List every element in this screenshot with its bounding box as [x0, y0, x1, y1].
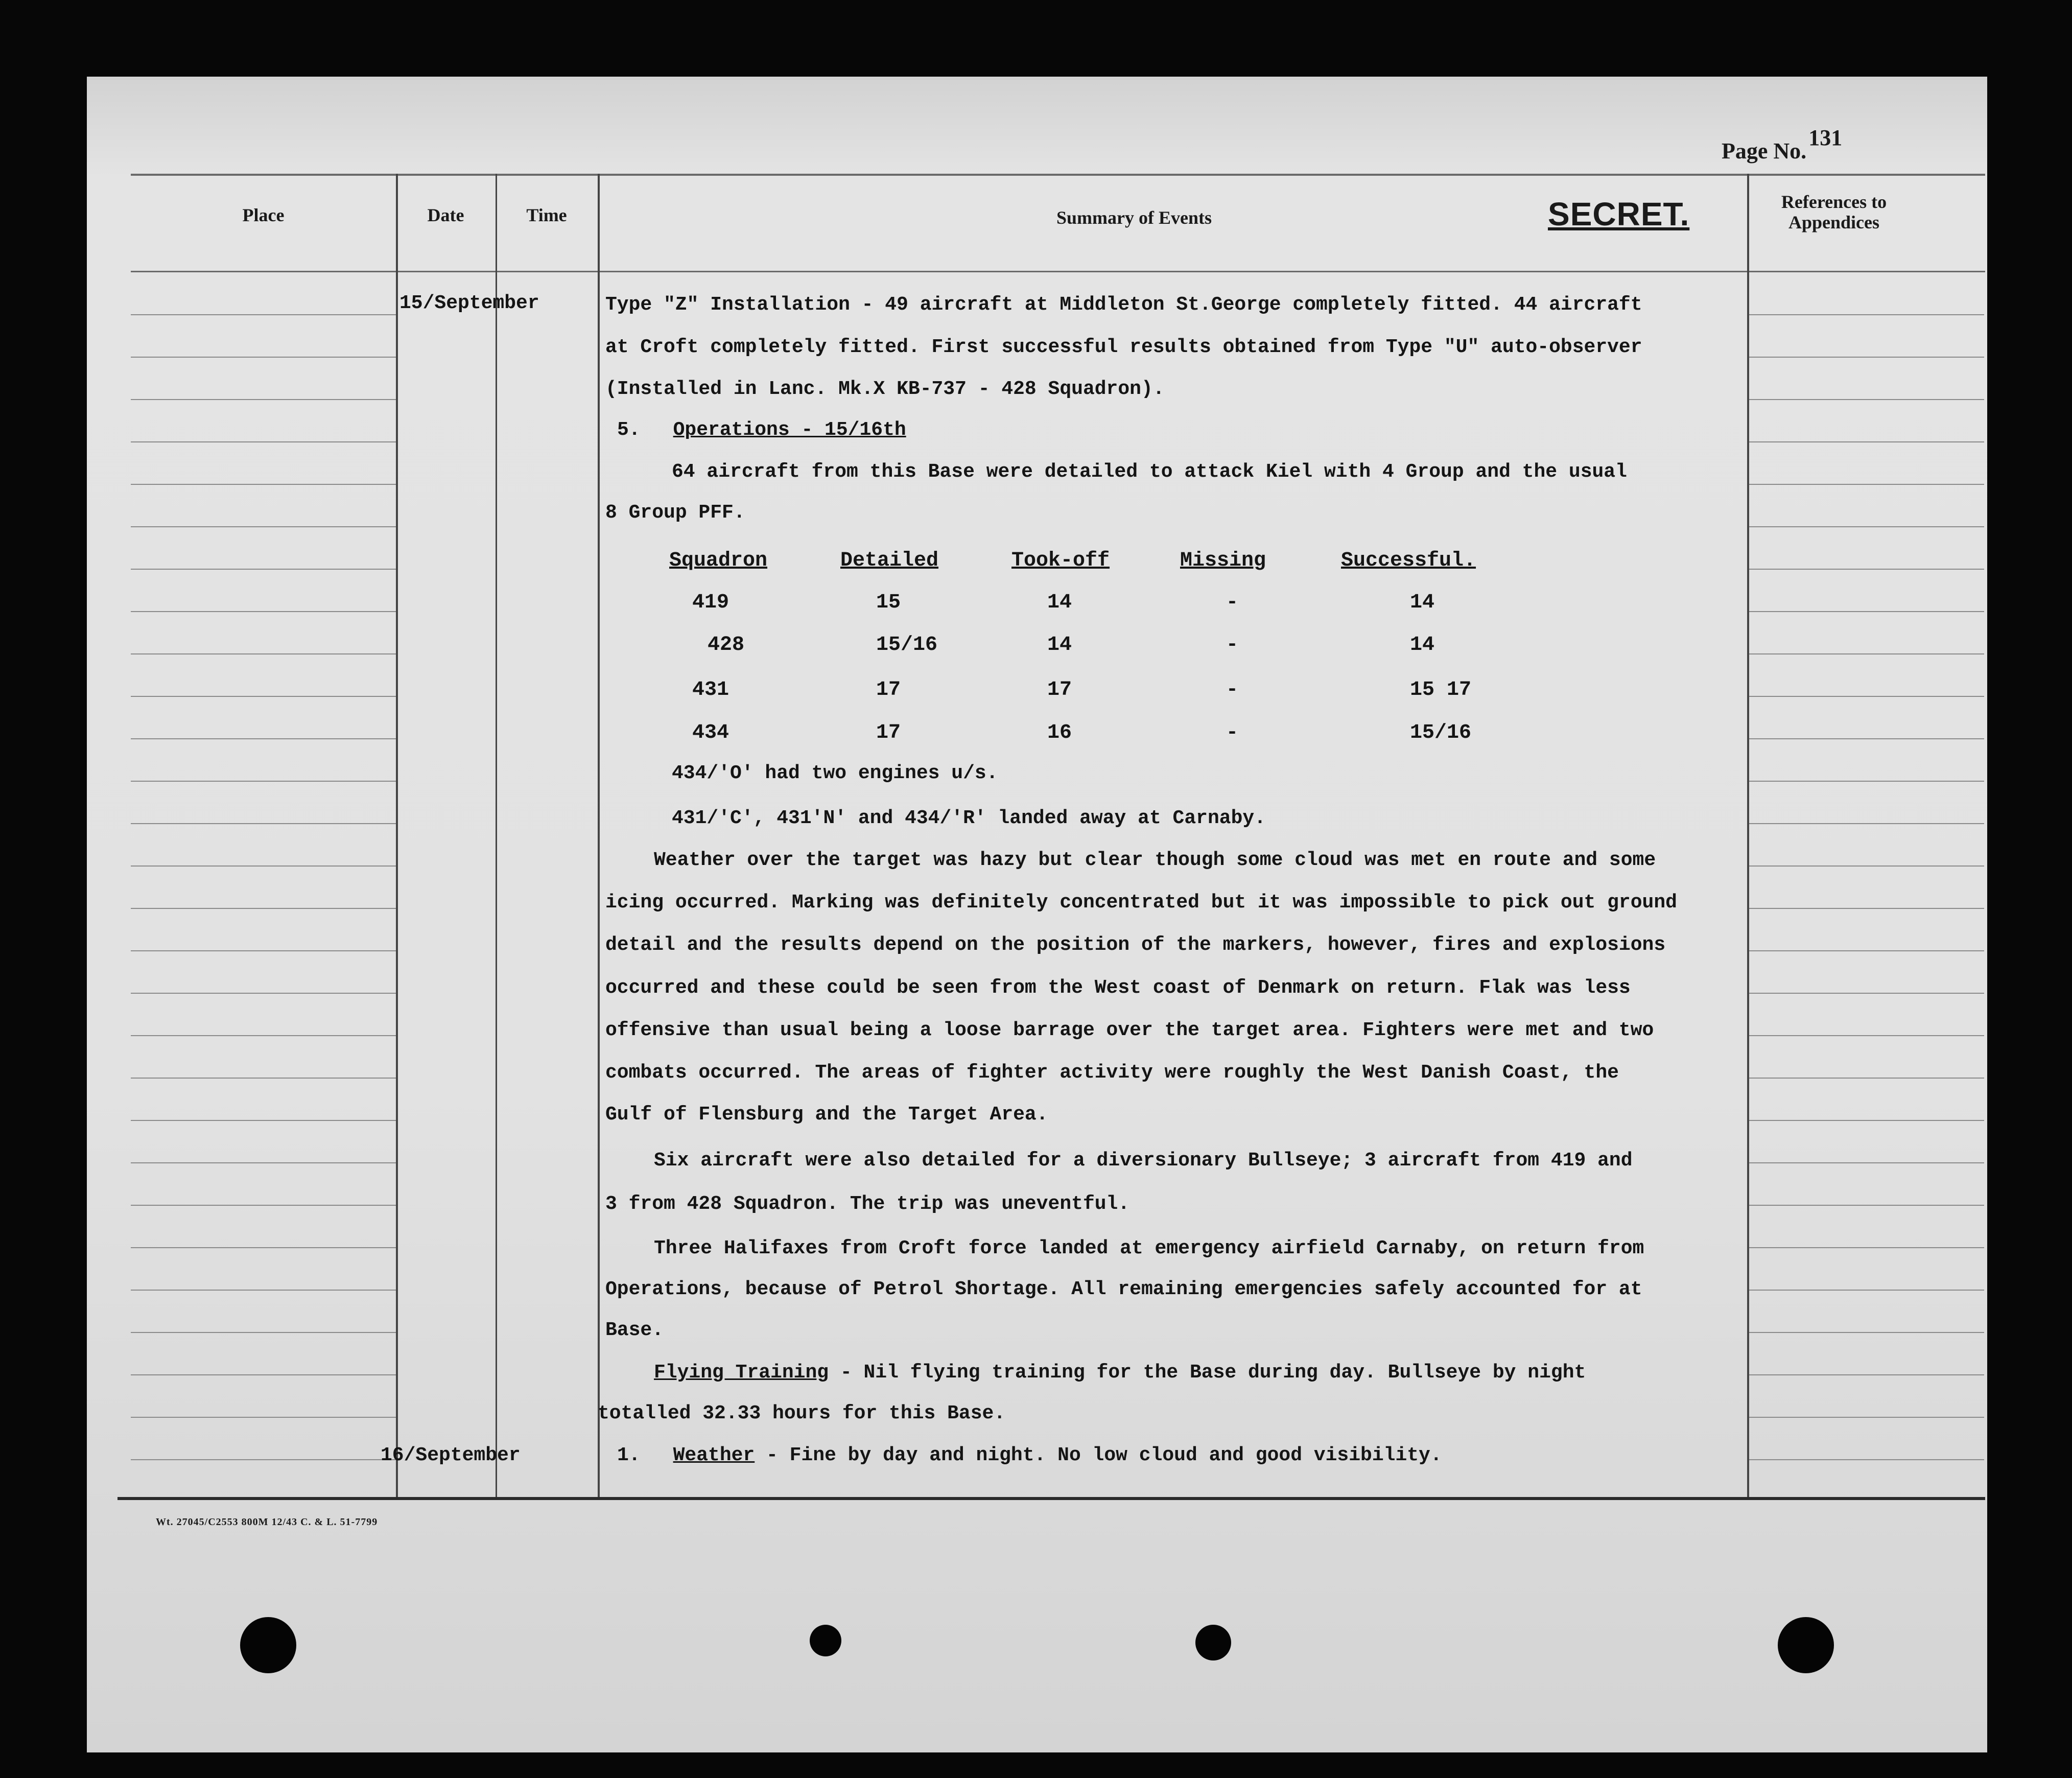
ruled-row-line	[1749, 399, 1984, 400]
halifax-line: Base.	[605, 1319, 664, 1341]
time-summary-divider	[598, 174, 600, 1497]
print-code: Wt. 27045/C2553 800M 12/43 C. & L. 51-7799	[156, 1516, 378, 1528]
weather-line: icing occurred. Marking was definitely concentrated but it was impossible to pick out ground	[605, 892, 1677, 914]
missing-column-header: Missing	[1180, 549, 1266, 572]
weather-entry-text: - Fine by day and night. No low cloud and good visibility.	[755, 1444, 1442, 1466]
table-cell: -	[1226, 591, 1239, 614]
bottom-border	[117, 1497, 1985, 1500]
ruled-row-line	[1749, 1374, 1984, 1375]
ruled-row-line	[1749, 950, 1984, 951]
ruled-row-line	[1749, 696, 1984, 697]
ruled-row-line	[1749, 908, 1984, 909]
weather-entry-title: Weather	[673, 1444, 755, 1466]
ruled-row-line	[131, 1078, 396, 1079]
ruled-row-line	[131, 653, 396, 654]
place-date-divider	[396, 174, 398, 1497]
ruled-row-line	[1749, 1459, 1984, 1460]
ruled-row-line	[1749, 1035, 1984, 1036]
intro-line: at Croft completely fitted. First successful results obtained from Type "U" auto-observer	[605, 336, 1642, 358]
ruled-row-line	[1749, 484, 1984, 485]
ruled-row-line	[1749, 1120, 1984, 1121]
date-time-divider	[496, 174, 497, 1497]
ruled-row-line	[1749, 1247, 1984, 1248]
ruled-row-line	[131, 950, 396, 951]
ruled-row-line	[131, 781, 396, 782]
halifax-line: Three Halifaxes from Croft force landed at emergency airfield Carnaby, on return from	[654, 1237, 1644, 1259]
ruled-row-line	[131, 1417, 396, 1418]
header-divider	[131, 271, 1985, 272]
place-header: Place	[242, 205, 285, 225]
ruled-row-line	[1749, 314, 1984, 315]
operations-number: 5.	[617, 419, 641, 441]
table-cell: 15	[876, 591, 901, 614]
ruled-row-line	[131, 1247, 396, 1248]
table-cell: 431	[692, 679, 729, 701]
top-border	[131, 174, 1985, 176]
flying-training-line	[654, 1362, 1586, 1384]
secret-stamp: SECRET.	[1548, 196, 1690, 232]
ruled-row-line	[1749, 823, 1984, 824]
ruled-row-line	[1749, 526, 1984, 527]
punch-hole	[1778, 1617, 1834, 1673]
weather-line: occurred and these could be seen from the West coast of Denmark on return. Flak was less	[605, 977, 1631, 999]
ruled-row-line	[131, 1332, 396, 1333]
ruled-row-line	[131, 569, 396, 570]
ruled-row-line	[131, 526, 396, 527]
took-off-column-header: Took-off	[1011, 549, 1110, 572]
ruled-row-line	[1749, 357, 1984, 358]
operations-line: 64 aircraft from this Base were detailed to attack Kiel with 4 Group and the usual	[672, 461, 1627, 483]
ruled-row-line	[1749, 993, 1984, 994]
successful-column-header: Successful.	[1341, 549, 1476, 572]
table-cell: 14	[1410, 591, 1435, 614]
note-line: 434/'O' had two engines u/s.	[672, 762, 998, 784]
table-cell: -	[1226, 721, 1239, 744]
table-cell: -	[1226, 634, 1239, 657]
weather-line: detail and the results depend on the position of the markers, however, fires and explosions	[605, 934, 1666, 956]
page-number-value: 131	[1808, 125, 1843, 150]
intro-line: (Installed in Lanc. Mk.X KB-737 - 428 Squadron).	[605, 378, 1165, 400]
ruled-row-line	[1749, 1205, 1984, 1206]
bullseye-line: Six aircraft were also detailed for a diversionary Bullseye; 3 aircraft from 419 and	[654, 1150, 1633, 1172]
ruled-row-line	[131, 696, 396, 697]
ruled-row-line	[1749, 1417, 1984, 1418]
ruled-row-line	[131, 1290, 396, 1291]
ruled-row-line	[131, 399, 396, 400]
ruled-row-line	[131, 993, 396, 994]
table-cell: 434	[692, 721, 729, 744]
date-header: Date	[427, 205, 464, 225]
ruled-row-line	[1749, 569, 1984, 570]
time-header: Time	[526, 205, 567, 225]
ruled-row-line	[131, 1459, 396, 1460]
ruled-row-line	[1749, 865, 1984, 867]
ruled-row-line	[131, 314, 396, 315]
table-cell: 17	[876, 721, 901, 744]
ruled-row-line	[1749, 1078, 1984, 1079]
ruled-row-line	[131, 1374, 396, 1375]
punch-hole	[1195, 1625, 1231, 1660]
weather-entry-number: 1.	[617, 1444, 641, 1466]
ruled-row-line	[1749, 611, 1984, 612]
detailed-column-header: Detailed	[840, 549, 939, 572]
ruled-row-line	[1749, 653, 1984, 654]
ruled-row-line	[1749, 1332, 1984, 1333]
weather-line: offensive than usual being a loose barrage over the target area. Fighters were met and two	[605, 1019, 1654, 1041]
ruled-row-line	[131, 1120, 396, 1121]
page-label: Page No.	[1722, 138, 1807, 163]
summary-header: Summary of Events	[1056, 207, 1212, 228]
squadron-column-header: Squadron	[669, 549, 768, 572]
ruled-row-line	[1749, 1162, 1984, 1163]
ruled-row-line	[1749, 1290, 1984, 1291]
flying-training-text: - Nil flying training for the Base during day. Bullseye by night	[829, 1362, 1586, 1384]
date-15-september: 15/September	[399, 292, 539, 314]
ruled-row-line	[1749, 441, 1984, 442]
ruled-row-line	[1749, 738, 1984, 739]
ruled-row-line	[1749, 781, 1984, 782]
table-cell: 14	[1410, 634, 1435, 657]
table-cell: 15/16	[1410, 721, 1472, 744]
note-line: 431/'C', 431'N' and 434/'R' landed away at Carnaby.	[672, 807, 1266, 829]
operations-line: 8 Group PFF.	[605, 502, 745, 524]
table-cell: 14	[1047, 634, 1072, 657]
bullseye-line: 3 from 428 Squadron. The trip was uneventful.	[605, 1193, 1130, 1215]
ruled-row-line	[131, 1035, 396, 1036]
table-cell: 17	[1047, 679, 1072, 701]
table-cell: 419	[692, 591, 729, 614]
table-cell: 17	[876, 679, 901, 701]
table-cell: 15/16	[876, 634, 938, 657]
ruled-row-line	[131, 1205, 396, 1206]
weather-line: Gulf of Flensburg and the Target Area.	[605, 1104, 1048, 1126]
page-number	[1722, 125, 1843, 164]
ruled-row-line	[131, 738, 396, 739]
table-cell: 428	[708, 634, 745, 657]
flying-training-title: Flying Training	[654, 1362, 829, 1384]
table-cell: 14	[1047, 591, 1072, 614]
flying-training-line: totalled 32.33 hours for this Base.	[598, 1402, 1006, 1424]
ruled-row-line	[131, 611, 396, 612]
ruled-row-line	[131, 865, 396, 867]
punch-hole	[810, 1625, 841, 1656]
punch-hole	[240, 1617, 296, 1673]
ruled-row-line	[131, 823, 396, 824]
date-16-september: 16/September	[381, 1444, 521, 1466]
ruled-row-line	[131, 441, 396, 442]
table-cell: 15 17	[1410, 679, 1472, 701]
halifax-line: Operations, because of Petrol Shortage. All remaining emergencies safely accounted for at	[605, 1278, 1642, 1300]
ruled-row-line	[131, 908, 396, 909]
operations-heading	[617, 419, 906, 441]
summary-refs-divider	[1747, 174, 1749, 1497]
table-cell: 16	[1047, 721, 1072, 744]
ruled-row-line	[131, 1162, 396, 1163]
ruled-row-line	[131, 484, 396, 485]
weather-line: combats occurred. The areas of fighter activity were roughly the West Danish Coast, the	[605, 1062, 1619, 1084]
record-sheet	[87, 77, 1987, 1752]
ruled-row-line	[131, 357, 396, 358]
references-header: References to Appendices	[1781, 192, 1887, 232]
table-cell: -	[1226, 679, 1239, 701]
weather-line: Weather over the target was hazy but clear though some cloud was met en route and some	[654, 849, 1656, 871]
intro-line: Type "Z" Installation - 49 aircraft at Middleton St.George completely fitted. 44 aircraft	[605, 294, 1642, 316]
operations-title: Operations - 15/16th	[673, 419, 906, 441]
weather-entry	[617, 1444, 1442, 1466]
